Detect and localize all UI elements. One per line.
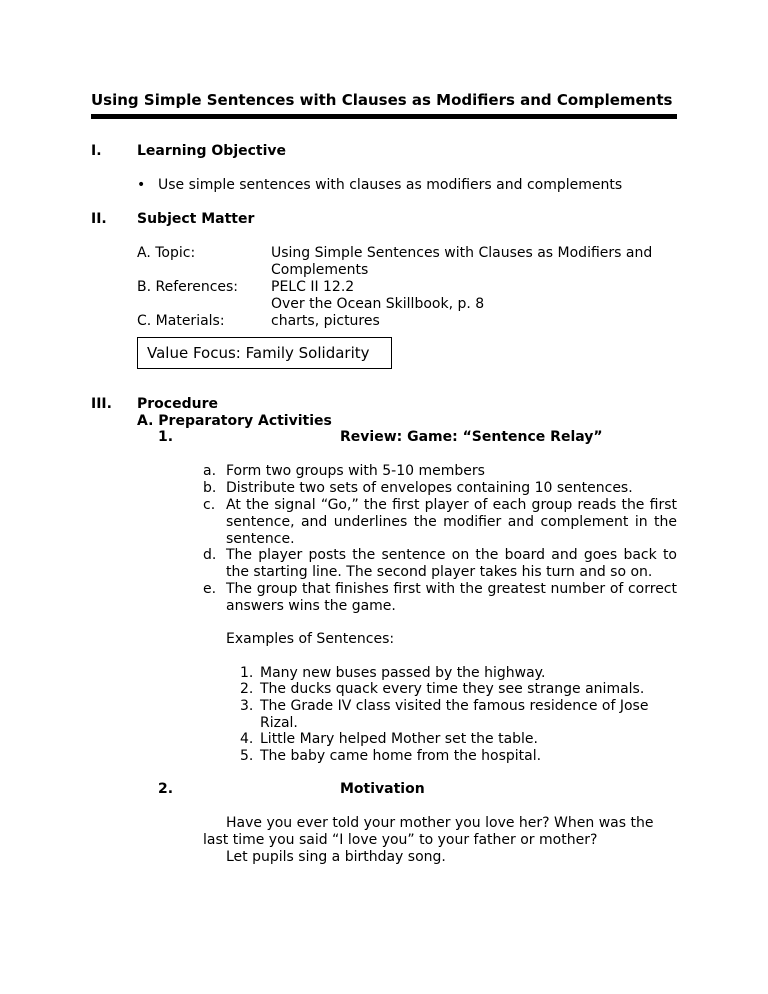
section-numeral-1: I.: [91, 143, 102, 159]
step-c-text-line2: sentence, and underlines the modifier and complement in the: [226, 514, 677, 530]
example-1-number: 1.: [240, 665, 254, 681]
step-e-text-line2: answers wins the game.: [226, 598, 396, 614]
example-3-number: 3.: [240, 698, 254, 714]
materials-value: charts, pictures: [271, 313, 380, 329]
example-4-number: 4.: [240, 731, 254, 747]
objective-item: Use simple sentences with clauses as modifiers and complements: [158, 177, 623, 193]
step-c-text-line3: sentence.: [226, 531, 295, 547]
step-b-text: Distribute two sets of envelopes containing 10 sentences.: [226, 480, 633, 496]
section-numeral-2: II.: [91, 211, 107, 227]
example-4-text: Little Mary helped Mother set the table.: [260, 731, 538, 747]
topic-value-line2: Complements: [271, 262, 369, 278]
motivation-line2: last time you said “I love you” to your father or mother?: [203, 832, 598, 848]
section-heading-subject-matter: Subject Matter: [137, 211, 255, 227]
motivation-line3: Let pupils sing a birthday song.: [226, 849, 446, 865]
examples-heading: Examples of Sentences:: [226, 631, 395, 647]
step-d-label: d.: [203, 547, 217, 563]
example-5-text: The baby came home from the hospital.: [260, 748, 542, 764]
example-3-text-line1: The Grade IV class visited the famous residence of Jose: [260, 698, 649, 714]
step-e-label: e.: [203, 581, 217, 597]
value-focus-box: [137, 337, 392, 369]
topic-value-line1: Using Simple Sentences with Clauses as Modifiers and: [271, 245, 653, 261]
step-d-text-line1: The player posts the sentence on the board and goes back to: [226, 547, 677, 563]
subheading-preparatory-activities: A. Preparatory Activities: [137, 413, 332, 429]
section-heading-learning-objective: Learning Objective: [137, 143, 287, 159]
references-label: B. References:: [137, 279, 239, 295]
step-c-text-line1: At the signal “Go,” the first player of each group reads the first: [226, 497, 677, 513]
materials-label: C. Materials:: [137, 313, 225, 329]
references-value-line1: PELC II 12.2: [271, 279, 355, 295]
example-3-text-line2: Rizal.: [260, 715, 298, 731]
section-heading-procedure: Procedure: [137, 396, 218, 412]
step-a-label: a.: [203, 463, 217, 479]
section-numeral-3: III.: [91, 396, 112, 412]
step-e-text-line1: The group that finishes first with the greatest number of correct: [226, 581, 677, 597]
example-2-number: 2.: [240, 681, 254, 697]
step-d-text-line2: the starting line. The second player takes his turn and so on.: [226, 564, 653, 580]
document-title: Using Simple Sentences with Clauses as Modifiers and Complements: [91, 91, 673, 109]
example-1-text: Many new buses passed by the highway.: [260, 665, 546, 681]
bullet-icon: •: [137, 177, 146, 193]
step-2-number: 2.: [158, 781, 174, 797]
example-5-number: 5.: [240, 748, 254, 764]
topic-label: A. Topic:: [137, 245, 196, 261]
step-2-title: Motivation: [340, 781, 425, 797]
step-b-label: b.: [203, 480, 217, 496]
step-1-title: Review: Game: “Sentence Relay”: [340, 429, 603, 445]
motivation-line1: Have you ever told your mother you love her? When was the: [226, 815, 654, 831]
value-focus-text: Value Focus: Family Solidarity: [147, 344, 370, 362]
title-rule: [91, 114, 677, 119]
step-1-number: 1.: [158, 429, 174, 445]
step-a-text: Form two groups with 5-10 members: [226, 463, 485, 479]
step-c-label: c.: [203, 497, 216, 513]
references-value-line2: Over the Ocean Skillbook, p. 8: [271, 296, 485, 312]
example-2-text: The ducks quack every time they see strange animals.: [260, 681, 645, 697]
